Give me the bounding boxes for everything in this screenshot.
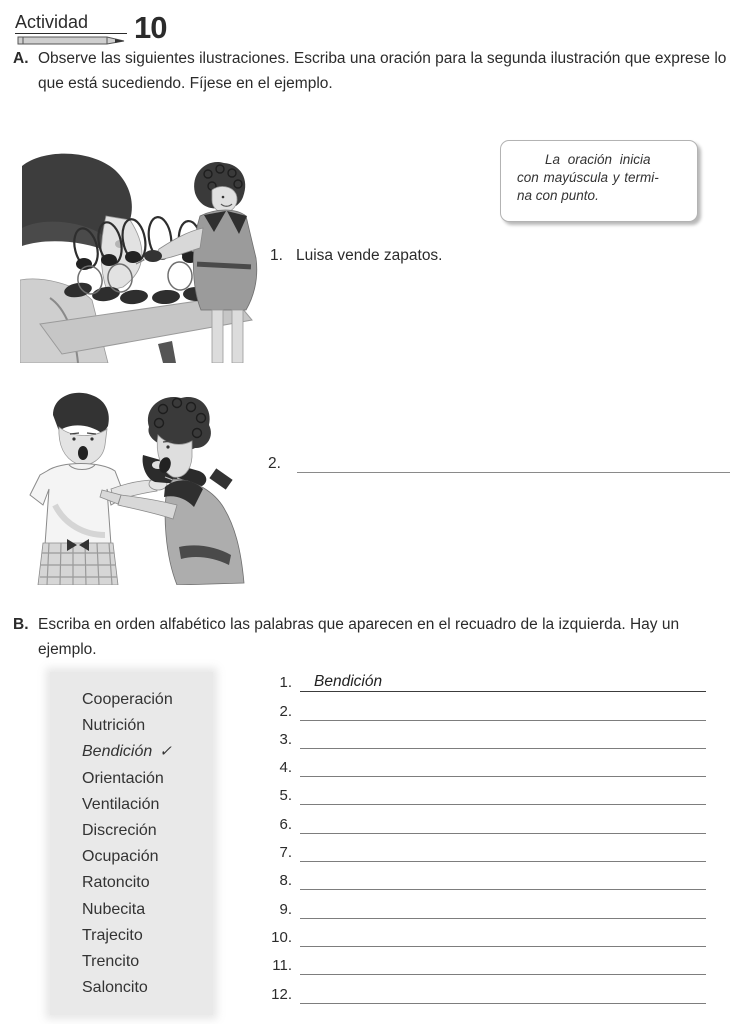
word-box-item: Orientación xyxy=(82,769,164,787)
answer-number: 11. xyxy=(272,957,292,975)
answer-line xyxy=(300,946,706,975)
tip-line: con mayúscula y termi- xyxy=(517,170,659,185)
activity-label: Actividad xyxy=(15,12,127,34)
answer-line xyxy=(300,889,706,918)
answer-number: 9. xyxy=(279,900,292,918)
answer-number: 6. xyxy=(279,815,292,833)
tip-line: La oración inicia xyxy=(545,152,651,167)
answer-line xyxy=(300,748,706,777)
illustration-boy-showing-shoe xyxy=(15,385,245,585)
answer-number: 10. xyxy=(271,928,292,946)
answer-line xyxy=(300,833,706,862)
answer-line xyxy=(300,720,706,749)
answer-number: 5. xyxy=(279,787,292,805)
answer-row xyxy=(250,721,706,749)
example-item-number: 1. xyxy=(270,247,283,264)
word-box-item: Trencito xyxy=(82,953,140,971)
answer-item-2 xyxy=(268,455,730,473)
answer-number: 8. xyxy=(279,872,292,890)
answer-row xyxy=(250,862,706,890)
answer-row xyxy=(250,805,706,833)
answer-row xyxy=(250,919,706,947)
word-box-item-checked xyxy=(82,739,213,765)
tip-callout xyxy=(500,140,698,222)
answer-line xyxy=(300,804,706,833)
section-b-text: Escriba en orden alfabético las palabras que aparecen en el recuadro de la izquierda. Hay un ejemplo. xyxy=(38,616,680,658)
tip-line: na con punto. xyxy=(517,188,599,203)
answer-row xyxy=(250,777,706,805)
example-item-text: Luisa vende zapatos. xyxy=(296,247,443,264)
check-icon: ✓ xyxy=(159,743,172,761)
word-box-item: Ocupación xyxy=(82,848,159,866)
activity-number: 10 xyxy=(134,10,167,45)
answer-line xyxy=(300,861,706,890)
word-box-item: Nutrición xyxy=(82,717,146,735)
word-box-item: Discreción xyxy=(82,822,157,840)
pencil-icon xyxy=(15,35,127,46)
section-b-label: B. xyxy=(13,616,29,633)
answer-row xyxy=(250,975,706,1003)
section-a-text: Observe las siguientes ilustraciones. Escriba una oración para la segunda ilustración que exprese lo que está sucediendo. Fíjese en el ejemplo. xyxy=(38,50,727,92)
word-box-item: Ventilación xyxy=(82,795,160,813)
word-box-item: Cooperación xyxy=(82,691,173,708)
word-box-item: Nubecita xyxy=(82,900,146,918)
answer-row xyxy=(250,947,706,975)
section-b-instructions xyxy=(13,613,733,663)
answer-number: 2. xyxy=(279,702,292,720)
word-box-item: Trajecito xyxy=(82,926,143,944)
illustration-shoe-stand xyxy=(20,148,265,363)
answer-item-number: 2. xyxy=(268,455,281,472)
answer-line xyxy=(300,974,706,1003)
activity-header xyxy=(15,12,166,46)
answer-line xyxy=(300,776,706,805)
answer-number: 12. xyxy=(271,985,292,1003)
section-a-instructions xyxy=(13,47,727,97)
answer-number: 1. xyxy=(279,674,292,692)
answer-list xyxy=(250,664,706,1004)
answer-line xyxy=(300,691,706,720)
answer-number: 4. xyxy=(279,759,292,777)
answer-blank-line xyxy=(297,455,730,473)
section-a-label: A. xyxy=(13,50,29,67)
answer-row xyxy=(250,834,706,862)
example-item xyxy=(270,247,443,265)
word-box-word: Bendición xyxy=(82,743,153,761)
word-box-item: Ratoncito xyxy=(82,874,150,892)
answer-row xyxy=(250,890,706,918)
answer-number: 7. xyxy=(279,844,292,862)
answer-value: Bendición xyxy=(314,673,383,691)
answer-line xyxy=(300,918,706,947)
answer-number: 3. xyxy=(279,730,292,748)
answer-row xyxy=(250,692,706,720)
word-box-item: Saloncito xyxy=(82,979,148,997)
answer-line xyxy=(300,663,706,692)
word-box xyxy=(50,672,213,1015)
answer-row xyxy=(250,664,706,692)
answer-row xyxy=(250,749,706,777)
